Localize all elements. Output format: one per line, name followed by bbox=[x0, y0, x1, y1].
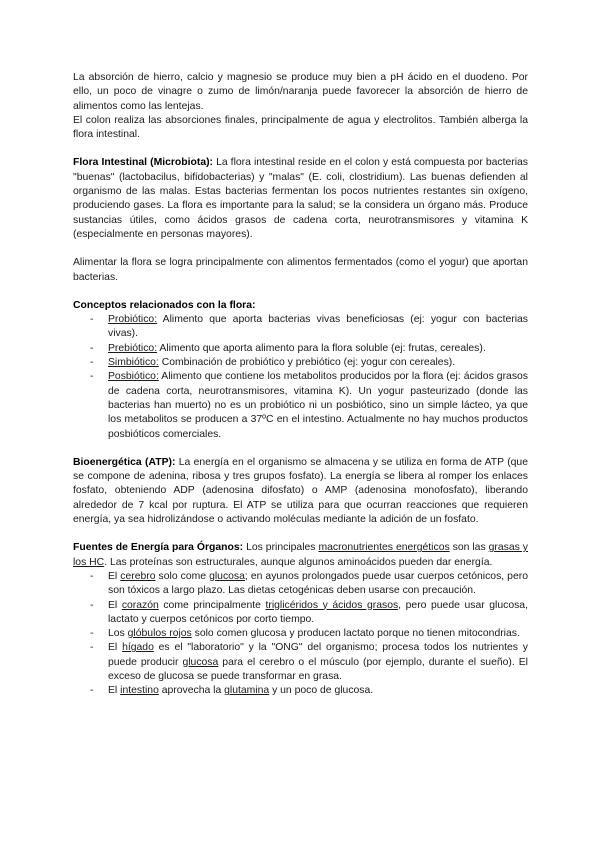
item-text: , pero puede usar glucosa, lactato y cuerpos cetónicos por corto tiempo. bbox=[108, 599, 528, 625]
fuentes-paragraph bbox=[73, 541, 528, 570]
list-item bbox=[73, 599, 528, 628]
spacer bbox=[73, 442, 528, 456]
definition-text: Combinación de probiótico y prebiótico (ej: yogur con cereales). bbox=[158, 357, 456, 369]
list-item bbox=[73, 627, 528, 641]
intro-paragraph-1: La absorción de hierro, calcio y magnesio se produce muy bien a pH ácido en el duodeno. Por ello, un poco de vinagre o zumo de limón/naranja puede favorecer la absorción de hierro de alimentos como las lentejas. bbox=[73, 72, 528, 112]
item-text: Los bbox=[108, 628, 128, 640]
definition-text: Alimento que contiene los metabolitos producidos por la flora (ej: ácidos grasos de cadena corta, neurotransmisores, vitamina K). Un yogur pasteurizado (donde las bacterias han muerto) no es un probiótico ni un posbiótico, sino un simple lácteo, ya que los metabolitos se producen a 37ºC en el intestino. Actualmente no hay muchos productos posbióticos comerciales. bbox=[108, 371, 528, 440]
item-text: El bbox=[108, 642, 123, 654]
conceptos-heading-text: Conceptos relacionados con la flora: bbox=[73, 299, 256, 311]
item-text: para el cerebro o el músculo (por ejemplo, durante el sueño). El exceso de glucosa se puede transformar en grasa. bbox=[108, 656, 528, 682]
flora-paragraph bbox=[73, 156, 528, 242]
underlined-term: macronutrientes energéticos bbox=[318, 542, 450, 554]
item-text: El bbox=[108, 685, 121, 697]
conceptos-heading bbox=[73, 299, 528, 313]
organ-term: cerebro bbox=[120, 570, 156, 582]
conceptos-list bbox=[73, 313, 528, 442]
spacer bbox=[73, 285, 528, 299]
list-item bbox=[73, 570, 528, 599]
list-item bbox=[73, 684, 528, 698]
fuentes-heading: Fuentes de Energía para Órganos: bbox=[73, 542, 244, 554]
fuentes-text: son las bbox=[449, 542, 489, 554]
term-prebiotico: Prebiótico: bbox=[108, 342, 158, 354]
flora-heading: Flora Intestinal (Microbiota): bbox=[73, 157, 214, 169]
underlined-term: grasas y los HC bbox=[73, 542, 528, 568]
organ-term: hígado bbox=[122, 642, 154, 654]
list-item bbox=[73, 342, 528, 356]
flora-feeding-paragraph: Alimentar la flora se logra principalmente con alimentos fermentados (como el yogur) que aportan bacterias. bbox=[73, 257, 528, 283]
definition-text: Alimento que aporta bacterias vivas beneficiosas (ej: yogur con bacterias vivas). bbox=[108, 314, 528, 340]
bioenergetica-body: La energía en el organismo se almacena y se utiliza en forma de ATP (que se compone de adenina, ribosa y tres grupos fosfato). La energía se libera al romper los enlaces fosfato, obteniendo ADP (adenosina difosfato) o AMP (adenosina monofosfato), liberando alrededor de 7 kcal por ruptura. El ATP se utiliza para que ocurran reacciones que requieren energía, ya sea hidrolizándose o activando moléculas mediante la adición de un fosfato. bbox=[73, 456, 528, 526]
term-posbiotico: Posbiótico: bbox=[108, 371, 159, 383]
definition-text: Alimento que aporta alimento para la flora soluble (ej: frutas, cereales). bbox=[157, 342, 486, 354]
nutrient-term: glucosa bbox=[182, 656, 219, 668]
spacer bbox=[73, 527, 528, 541]
item-text: y un poco de glucosa. bbox=[269, 685, 374, 697]
organ-term: glóbulos rojos bbox=[127, 628, 192, 640]
list-item bbox=[73, 313, 528, 342]
item-text: El bbox=[108, 599, 122, 611]
item-text: solo come bbox=[155, 570, 210, 582]
item-text: es el "laboratorio" y la "ONG" del organismo; procesa todos los nutrientes y puede producir bbox=[108, 642, 528, 668]
intro-paragraph-2: El colon realiza las absorciones finales, principalmente de agua y electrolitos. También alberga la flora intestinal. bbox=[73, 114, 528, 141]
item-text: ; en ayunos prolongados puede usar cuerpos cetónicos, pero son tóxicos a largo plazo. Las dietas cetogénicas deben usarse con precaución. bbox=[108, 570, 528, 597]
organ-term: corazón bbox=[121, 599, 159, 611]
bioenergetica-paragraph bbox=[73, 456, 528, 527]
bioenergetica-heading: Bioenergética (ATP): bbox=[73, 456, 176, 468]
nutrient-term: glucosa bbox=[209, 570, 245, 582]
nutrient-term: glutamina bbox=[224, 685, 270, 697]
organ-term: intestino bbox=[120, 685, 159, 697]
organos-list bbox=[73, 570, 528, 699]
document-body bbox=[73, 71, 528, 699]
item-text: El bbox=[108, 570, 121, 582]
item-text: come principalmente bbox=[158, 599, 266, 611]
fuentes-text: Los principales bbox=[243, 542, 319, 554]
nutrient-term: triglicéridos y ácidos grasos bbox=[265, 599, 399, 611]
spacer bbox=[73, 242, 528, 256]
list-item bbox=[73, 356, 528, 370]
term-simbiotico: Simbiótico: bbox=[108, 357, 159, 369]
flora-body: La flora intestinal reside en el colon y está compuesta por bacterias "buenas" (lactobacilus, bifidobacterias) y "malas" (E. coli, clostridium). Las buenas defienden al organismo de las malas. Estas bacterias fermentan los pocos nutrientes restantes sin oxígeno, produciendo gases. La flora es importante para la salud; se la considera un órgano más. Produce sustancias útiles, como ácidos grasos de cadena corta, neurotransmisores y vitamina K (especialmente en personas mayores). bbox=[73, 157, 528, 240]
fuentes-text: . Las proteínas son estructurales, aunque algunos aminoácidos pueden dar energía. bbox=[104, 556, 493, 568]
list-item bbox=[73, 370, 528, 441]
item-text: solo comen glucosa y producen lactato porque no tienen mitocondrias. bbox=[191, 628, 520, 640]
list-item bbox=[73, 641, 528, 684]
term-probiotico: Probiótico: bbox=[108, 314, 158, 326]
spacer bbox=[73, 142, 528, 156]
item-text: aprovecha la bbox=[158, 685, 225, 697]
